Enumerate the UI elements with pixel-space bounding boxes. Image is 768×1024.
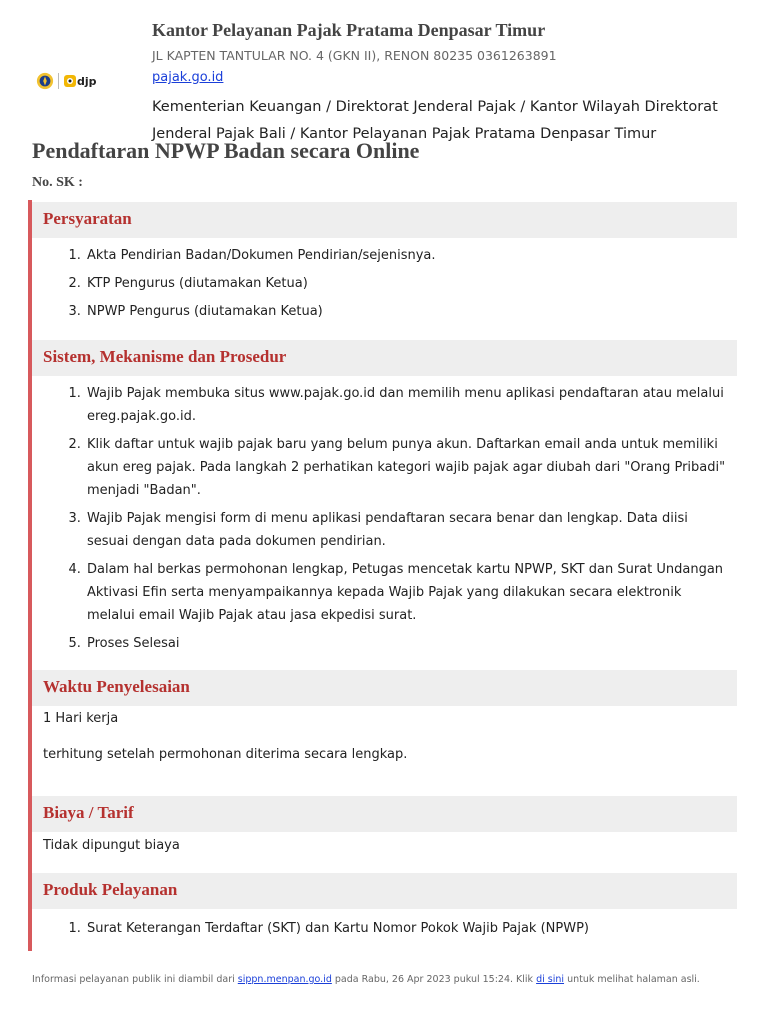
logo-separator bbox=[58, 73, 59, 89]
service-content bbox=[28, 200, 741, 951]
list-item: 4. Dalam hal berkas permohonan lengkap, Petugas mencetak kartu NPWP, SKT dan Surat Undangan Aktivasi Efin serta menyampaikannya kepada Wajib Pajak yang dilakukan secara elektronik melalui email Wajib Pajak atau jasa ekpedisi surat. bbox=[85, 558, 732, 627]
djp-logo bbox=[36, 72, 97, 90]
original-page-link[interactable]: di sini bbox=[536, 974, 565, 985]
list-item: 5. Proses Selesai bbox=[85, 632, 732, 655]
source-link[interactable]: sippn.menpan.go.id bbox=[237, 974, 332, 985]
list-item: 2. Klik daftar untuk wajib pajak baru yang belum punya akun. Daftarkan email anda untuk memiliki akun ereg pajak. Pada langkah 2 perhatikan kategori wajib pajak agar diubah dari "Orang Pribadi" menjadi "Badan". bbox=[85, 433, 732, 502]
footer-source-note bbox=[32, 974, 700, 985]
footer-middle: pada Rabu, 26 Apr 2023 pukul 15:24. Klik bbox=[334, 974, 534, 985]
section-header-prosedur: Sistem, Mekanisme dan Prosedur bbox=[32, 340, 737, 376]
office-address: JL KAPTEN TANTULAR NO. 4 (GKN II), RENON 80235 0361263891 bbox=[152, 48, 557, 63]
footer-suffix: untuk melihat halaman asli. bbox=[567, 974, 700, 985]
page-title: Pendaftaran NPWP Badan secara Online bbox=[32, 138, 420, 163]
office-hierarchy: Kementerian Keuangan / Direktorat Jenderal Pajak / Kantor Wilayah Direktorat Jenderal Pajak Bali / Kantor Pelayanan Pajak Pratama Denpasar Timur bbox=[152, 99, 718, 142]
kemenkeu-emblem-icon bbox=[36, 72, 54, 90]
produk-list bbox=[32, 917, 732, 945]
footer-prefix: Informasi pelayanan publik ini diambil dari bbox=[32, 974, 235, 985]
list-item: 2. KTP Pengurus (diutamakan Ketua) bbox=[85, 272, 732, 295]
persyaratan-list bbox=[32, 244, 732, 328]
waktu-duration: 1 Hari kerja bbox=[43, 711, 119, 726]
sk-number-label: No. SK : bbox=[32, 175, 83, 190]
waktu-note: terhitung setelah permohonan diterima secara lengkap. bbox=[43, 747, 408, 762]
list-item: 1. Surat Keterangan Terdaftar (SKT) dan Kartu Nomor Pokok Wajib Pajak (NPWP) bbox=[85, 917, 732, 940]
section-header-produk: Produk Pelayanan bbox=[32, 873, 737, 909]
section-header-waktu: Waktu Penyelesaian bbox=[32, 670, 737, 706]
list-item: 3. NPWP Pengurus (diutamakan Ketua) bbox=[85, 300, 732, 323]
office-website-link[interactable]: pajak.go.id bbox=[152, 70, 224, 85]
djp-logo-icon bbox=[64, 75, 76, 87]
prosedur-list bbox=[32, 382, 732, 660]
office-header bbox=[0, 0, 768, 150]
section-header-persyaratan: Persyaratan bbox=[32, 202, 737, 238]
list-item: 1. Wajib Pajak membuka situs www.pajak.go.id dan memilih menu aplikasi pendaftaran atau melalui ereg.pajak.go.id. bbox=[85, 382, 732, 428]
djp-logo-text: djp bbox=[77, 74, 97, 88]
list-item: 3. Wajib Pajak mengisi form di menu aplikasi pendaftaran secara benar dan lengkap. Data diisi sesuai dengan data pada dokumen pendirian. bbox=[85, 507, 732, 553]
office-name: Kantor Pelayanan Pajak Pratama Denpasar Timur bbox=[152, 20, 546, 40]
biaya-text: Tidak dipungut biaya bbox=[43, 838, 180, 853]
list-item: 1. Akta Pendirian Badan/Dokumen Pendirian/sejenisnya. bbox=[85, 244, 732, 267]
section-header-biaya: Biaya / Tarif bbox=[32, 796, 737, 832]
